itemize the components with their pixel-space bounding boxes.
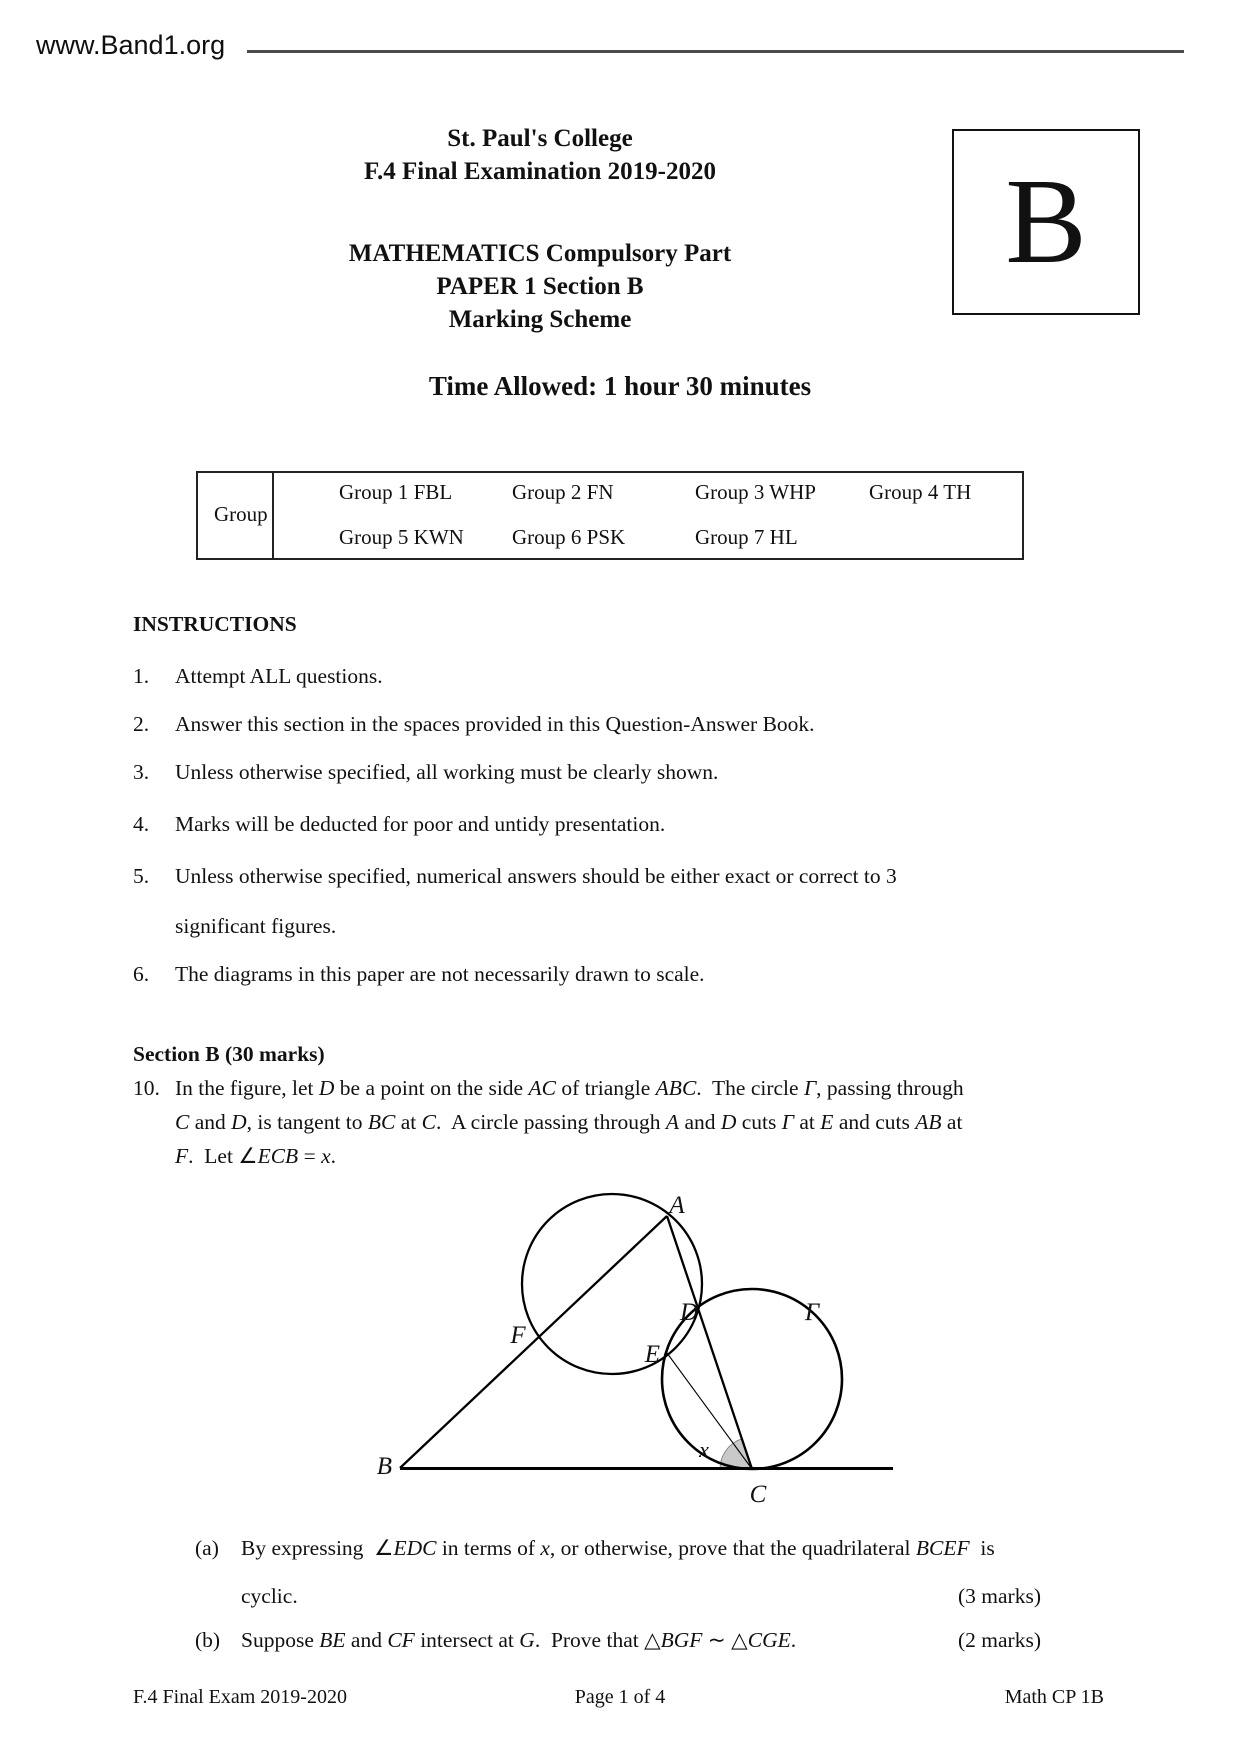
instruction-num: 5. (133, 864, 150, 888)
part-b-label: (b) (195, 1628, 221, 1652)
label-D: D (679, 1299, 698, 1326)
group-cell: Group 4 TH (869, 480, 972, 504)
label-C: C (749, 1481, 767, 1508)
instruction-text: The diagrams in this paper are not necessarily drawn to scale. (175, 962, 705, 986)
footer-left: F.4 Final Exam 2019-2020 (133, 1686, 347, 1708)
exam-name: F.4 Final Examination 2019-2020 (364, 158, 716, 185)
group-table-divider (272, 471, 274, 560)
section-heading: Section B (30 marks) (133, 1042, 325, 1066)
label-gamma: Γ (804, 1299, 820, 1326)
question-line: F. Let ∠ECB = x. (175, 1144, 336, 1168)
line-EC (667, 1353, 752, 1469)
group-cell: Group 2 FN (512, 480, 614, 504)
section-badge-letter: B (1005, 154, 1087, 289)
part-b-line: Suppose BE and CF intersect at G. Prove that △BGF ∼ △CGE. (241, 1628, 797, 1652)
part-b-marks: (2 marks) (958, 1628, 1041, 1652)
scheme-name: Marking Scheme (448, 306, 632, 333)
label-E: E (644, 1341, 660, 1368)
part-a-marks: (3 marks) (958, 1584, 1041, 1608)
instruction-num: 2. (133, 712, 150, 736)
instruction-text-cont: significant figures. (175, 914, 337, 938)
instruction-text: Unless otherwise specified, all working must be clearly shown. (175, 760, 719, 784)
instruction-num: 1. (133, 664, 150, 688)
circle-ADEF (522, 1194, 702, 1374)
site-url-text: www.Band1.org (36, 30, 226, 60)
line-BA (400, 1216, 667, 1468)
footer-center: Page 1 of 4 (574, 1686, 666, 1708)
instructions-heading: INSTRUCTIONS (133, 612, 297, 636)
part-a-line: By expressing ∠EDC in terms of x, or otherwise, prove that the quadrilateral BCEF is (241, 1536, 995, 1560)
part-a-line: cyclic. (241, 1584, 298, 1608)
paper-name: PAPER 1 Section B (436, 273, 644, 300)
group-cell: Group 1 FBL (339, 480, 453, 504)
instruction-text: Attempt ALL questions. (175, 664, 383, 688)
footer-right: Math CP 1B (1004, 1686, 1104, 1708)
instruction-num: 4. (133, 812, 150, 836)
question-line: C and D, is tangent to BC at C. A circle passing through A and D cuts Γ at E and cuts AB at (175, 1110, 963, 1134)
part-a-label: (a) (195, 1536, 219, 1560)
label-B: B (376, 1453, 392, 1480)
label-angle-x: x (699, 1437, 709, 1462)
group-cell: Group 6 PSK (512, 525, 626, 549)
instruction-text: Marks will be deducted for poor and untidy presentation. (175, 812, 666, 836)
time-allowed: Time Allowed: 1 hour 30 minutes (428, 371, 812, 401)
group-cell: Group 7 HL (695, 525, 798, 549)
header-rule (247, 50, 1184, 53)
instruction-num: 3. (133, 760, 150, 784)
question-line: In the figure, let D be a point on the side AC of triangle ABC. The circle Γ, passing through (175, 1076, 964, 1100)
group-cell: Group 3 WHP (695, 480, 816, 504)
geometry-figure (330, 1180, 910, 1510)
group-cell: Group 5 KWN (339, 525, 464, 549)
label-A: A (669, 1192, 685, 1219)
group-table-header: Group (214, 502, 268, 526)
label-F: F (510, 1322, 526, 1349)
subject-name: MATHEMATICS Compulsory Part (348, 240, 732, 267)
instruction-text: Unless otherwise specified, numerical answers should be either exact or correct to 3 (175, 864, 897, 888)
question-number: 10. (133, 1076, 160, 1100)
section-badge-box (952, 129, 1140, 315)
instruction-num: 6. (133, 962, 150, 986)
instruction-text: Answer this section in the spaces provided in this Question-Answer Book. (175, 712, 815, 736)
school-name: St. Paul's College (447, 125, 633, 152)
